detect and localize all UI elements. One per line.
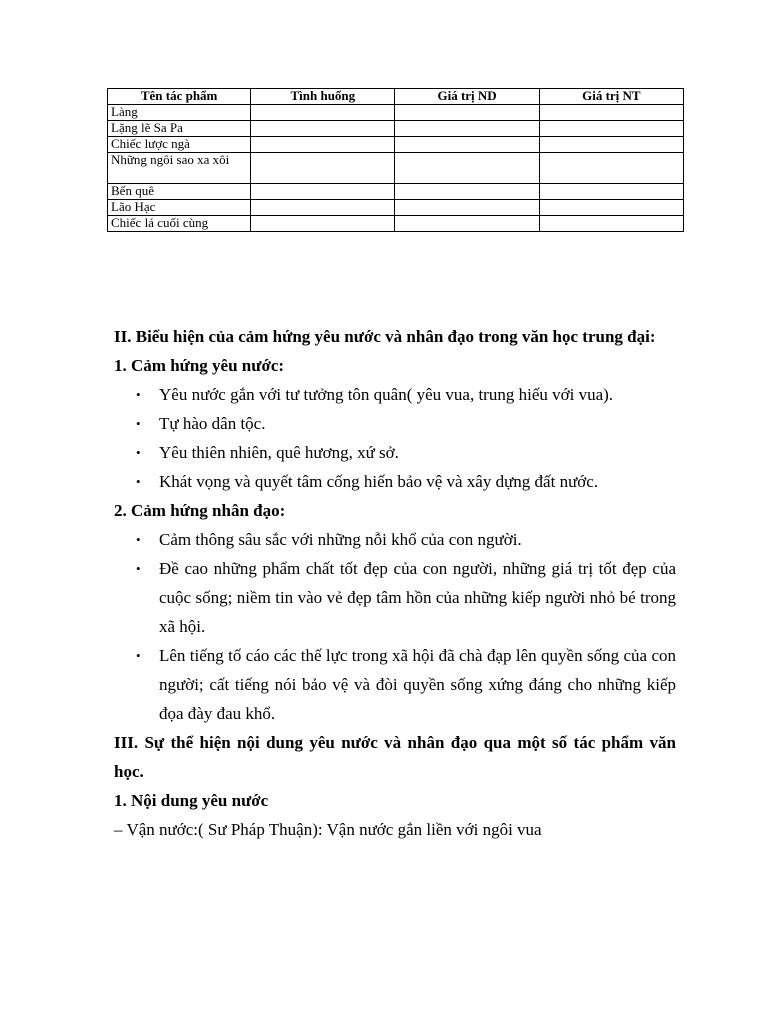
empty-cell (395, 200, 539, 216)
empty-cell (539, 200, 683, 216)
empty-cell (539, 121, 683, 137)
list-item-text: Lên tiếng tố cáo các thế lực trong xã hội đã chà đạp lên quyền sống của con người; cất tiếng nói bảo vệ và đòi quyền sống xứng đáng cho những kiếp đọa đày đau khổ. (159, 646, 676, 723)
header-art-value: Giá trị NT (539, 89, 683, 105)
bullet-icon: • (136, 648, 141, 663)
list-item (114, 641, 676, 728)
list-item-text: Khát vọng và quyết tâm cống hiến bảo vệ và xây dựng đất nước. (159, 472, 599, 491)
empty-cell (251, 121, 395, 137)
table-row (108, 137, 684, 153)
empty-cell (251, 216, 395, 232)
work-name: Làng (108, 105, 251, 121)
empty-cell (395, 153, 539, 184)
list-item-text: Đề cao những phẩm chất tốt đẹp của con người, những giá trị tốt đẹp của cuộc sống; niềm tin vào vẻ đẹp tâm hồn của những kiếp người nhỏ bé trong xã hội. (159, 559, 676, 636)
header-work-title: Tên tác phẩm (108, 89, 251, 105)
header-content-value: Giá trị ND (395, 89, 539, 105)
works-table (107, 88, 684, 232)
list-item (114, 380, 676, 409)
empty-cell (251, 184, 395, 200)
empty-cell (251, 105, 395, 121)
section-2-1-heading: 1. Cảm hứng yêu nước: (114, 356, 285, 375)
work-name: Những ngôi sao xa xôi (108, 153, 251, 184)
list-item-text: Yêu nước gắn với tư tưởng tôn quân( yêu vua, trung hiếu với vua). (159, 385, 614, 404)
empty-cell (251, 200, 395, 216)
empty-cell (539, 153, 683, 184)
list-item-text: Yêu thiên nhiên, quê hương, xứ sở. (159, 443, 399, 462)
empty-cell (395, 184, 539, 200)
work-name: Lặng lẽ Sa Pa (108, 121, 251, 137)
list-item-text: Cảm thông sâu sắc với những nỗi khổ của con người. (159, 530, 522, 549)
list-item (114, 438, 676, 467)
empty-cell (539, 137, 683, 153)
section-3-heading: III. Sự thể hiện nội dung yêu nước và nhân đạo qua một số tác phẩm văn học. (114, 733, 676, 781)
table-row (108, 105, 684, 121)
bullet-icon: • (136, 561, 141, 576)
work-name: Chiếc lược ngà (108, 137, 251, 153)
section-2-heading: II. Biểu hiện của cảm hứng yêu nước và nhân đạo trong văn học trung đại: (114, 327, 656, 346)
section-2-2-heading: 2. Cảm hứng nhân đạo: (114, 501, 286, 520)
document-body (114, 322, 676, 844)
humanism-list (114, 525, 676, 728)
empty-cell (395, 137, 539, 153)
empty-cell (251, 153, 395, 184)
bullet-icon: • (136, 416, 141, 431)
work-name: Chiếc lá cuối cùng (108, 216, 251, 232)
bullet-icon: • (136, 387, 141, 402)
section-3-1-heading: 1. Nội dung yêu nước (114, 791, 269, 810)
empty-cell (539, 216, 683, 232)
table-row (108, 184, 684, 200)
work-name: Lão Hạc (108, 200, 251, 216)
empty-cell (395, 121, 539, 137)
list-item (114, 554, 676, 641)
list-item (114, 409, 676, 438)
bullet-icon: • (136, 532, 141, 547)
empty-cell (251, 137, 395, 153)
list-item (114, 525, 676, 554)
patriotism-list (114, 380, 676, 496)
header-situation: Tình huống (251, 89, 395, 105)
bullet-icon: • (136, 445, 141, 460)
table-row (108, 200, 684, 216)
bullet-icon: • (136, 474, 141, 489)
table-header-row (108, 89, 684, 105)
empty-cell (539, 105, 683, 121)
table-row (108, 121, 684, 137)
table-row (108, 216, 684, 232)
empty-cell (395, 105, 539, 121)
work-name: Bến quê (108, 184, 251, 200)
list-item (114, 467, 676, 496)
empty-cell (395, 216, 539, 232)
body-line: – Vận nước:( Sư Pháp Thuận): Vận nước gắn liền với ngôi vua (114, 820, 542, 839)
table-row (108, 153, 684, 184)
empty-cell (539, 184, 683, 200)
list-item-text: Tự hào dân tộc. (159, 414, 266, 433)
